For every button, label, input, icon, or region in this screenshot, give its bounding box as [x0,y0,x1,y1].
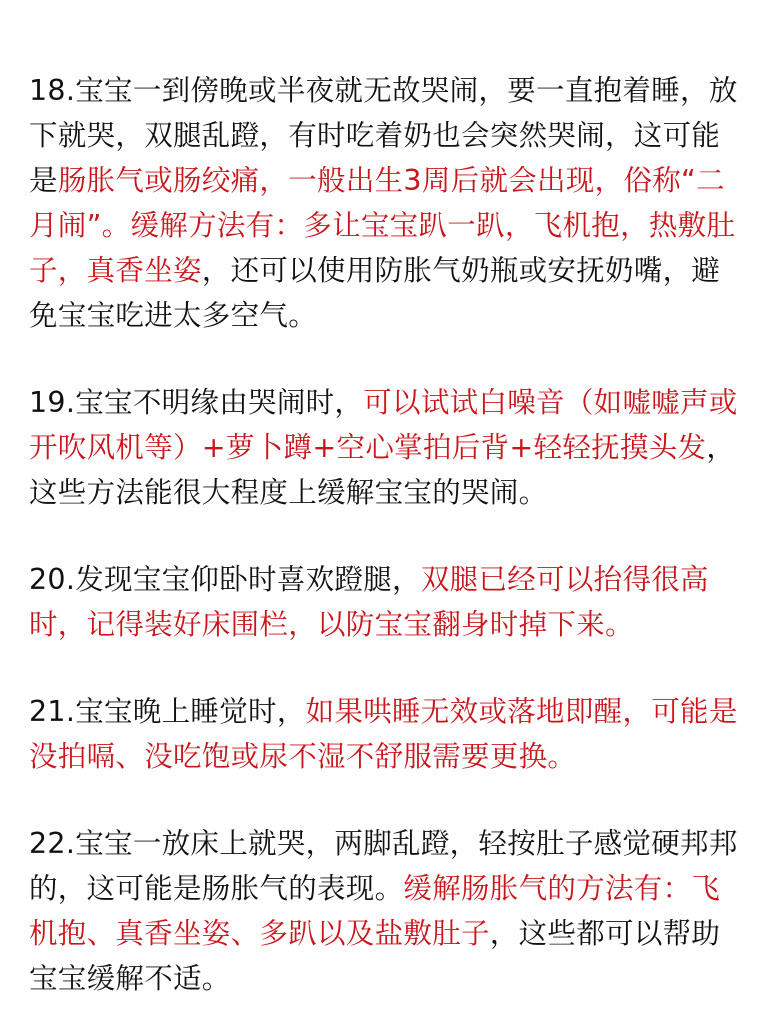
tip-19 [29,380,740,515]
tip-highlight-text: 如果哄睡无效或落地即醒，可能是没拍嗝、没吃饱或尿不湿不舒服需要更换。 [29,695,738,773]
tip-number: 18. [29,74,76,107]
tip-18 [29,68,740,338]
tip-21 [29,689,740,779]
tip-text: ，这些都可以帮助宝宝缓解不适。 [29,917,721,995]
tip-number: 21. [29,695,76,728]
tip-text: 宝宝晚上睡觉时， [75,695,306,728]
tip-20 [29,557,740,647]
tip-22 [29,821,740,1001]
tip-highlight-text: 缓解肠胀气的方法有：飞机抱、真香坐姿、多趴以及盐敷肚子 [29,872,721,950]
tip-text: ，还可以使用防胀气奶瓶或安抚奶嘴，避免宝宝吃进太多空气。 [29,254,721,332]
tip-text: 宝宝一到傍晚或半夜就无故哭闹，要一直抱着睡，放下就哭，双腿乱蹬，有时吃着奶也会突然哭闹，这可能是 [29,74,738,197]
tip-number: 22. [29,827,76,860]
tip-number: 20. [29,563,76,596]
tip-text: 发现宝宝仰卧时喜欢蹬腿， [75,563,421,596]
tip-number: 19. [29,386,76,419]
tip-highlight-text: 双腿已经可以抬得很高时，记得装好床围栏，以防宝宝翻身时掉下来。 [29,563,709,641]
tip-highlight-text: 肠胀气或肠绞痛，一般出生3周后就会出现，俗称“二月闹”。缓解方法有：多让宝宝趴一趴，飞机抱，热敷肚子，真香坐姿 [29,164,736,287]
tip-highlight-text: 可以试试白噪音（如嘘嘘声或开吹风机等）+萝卜蹲+空心掌拍后背+轻轻抚摸头发 [29,386,738,464]
tip-text: ，这些方法能很大程度上缓解宝宝的哭闹。 [29,431,736,509]
tip-text: 宝宝不明缘由哭闹时， [75,386,364,419]
tip-text: 宝宝一放床上就哭，两脚乱蹬，轻按肚子感觉硬邦邦的，这可能是肠胀气的表现。 [29,827,738,905]
